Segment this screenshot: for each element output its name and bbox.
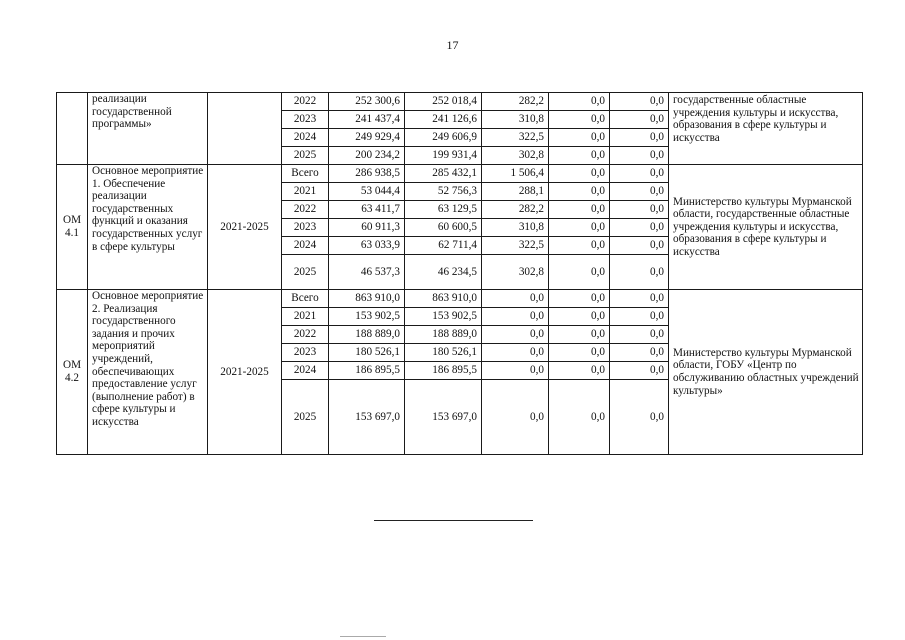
total-cell: 200 234,2 (329, 147, 405, 165)
col5-cell: 0,0 (610, 201, 669, 219)
col3-cell: 0,0 (482, 344, 549, 362)
year-cell: Всего (282, 290, 329, 308)
fed-cell: 252 018,4 (405, 93, 482, 111)
fed-cell: 62 711,4 (405, 237, 482, 255)
responsible-executor: Министерство культуры Мурманской области, государственные областные учреждения культуры и искусства, образования в сфере культуры и искусства (669, 165, 863, 290)
responsible-executor: Министерство культуры Мурманской области, ГОБУ «Центр по обслуживанию областных учреждений культуры» (669, 290, 863, 455)
fed-cell: 180 526,1 (405, 344, 482, 362)
col3-cell: 310,8 (482, 111, 549, 129)
col3-cell: 322,5 (482, 237, 549, 255)
col5-cell: 0,0 (610, 237, 669, 255)
col3-cell: 1 506,4 (482, 165, 549, 183)
col5-cell: 0,0 (610, 129, 669, 147)
col3-cell: 310,8 (482, 219, 549, 237)
fed-cell: 63 129,5 (405, 201, 482, 219)
col5-cell: 0,0 (610, 344, 669, 362)
activity-name: Основное мероприятие 2. Реализация государственного задания и прочих мероприятий учреждений, обеспечивающих предоставление услуг (выполнение работ) в сфере культуры и искусства (88, 290, 208, 455)
page-number: 17 (446, 38, 459, 52)
col4-cell: 0,0 (549, 147, 610, 165)
total-cell: 186 895,5 (329, 362, 405, 380)
table-row (57, 93, 863, 111)
col5-cell: 0,0 (610, 165, 669, 183)
col4-cell: 0,0 (549, 380, 610, 455)
year-cell: 2024 (282, 362, 329, 380)
col4-cell: 0,0 (549, 255, 610, 290)
col4-cell: 0,0 (549, 237, 610, 255)
col5-cell: 0,0 (610, 111, 669, 129)
activity-period: 2021-2025 (208, 165, 282, 290)
col5-cell: 0,0 (610, 308, 669, 326)
year-cell: 2024 (282, 237, 329, 255)
col4-cell: 0,0 (549, 308, 610, 326)
year-cell: 2022 (282, 93, 329, 111)
activity-name: реализации государственной программы» (88, 93, 208, 165)
year-cell: 2023 (282, 111, 329, 129)
total-cell: 241 437,4 (329, 111, 405, 129)
year-cell: 2025 (282, 255, 329, 290)
total-cell: 60 911,3 (329, 219, 405, 237)
col3-cell: 302,8 (482, 255, 549, 290)
fed-cell: 188 889,0 (405, 326, 482, 344)
col5-cell: 0,0 (610, 380, 669, 455)
total-cell: 180 526,1 (329, 344, 405, 362)
fed-cell: 153 697,0 (405, 380, 482, 455)
fed-cell: 60 600,5 (405, 219, 482, 237)
col4-cell: 0,0 (549, 219, 610, 237)
fed-cell: 241 126,6 (405, 111, 482, 129)
year-cell: 2023 (282, 219, 329, 237)
col4-cell: 0,0 (549, 165, 610, 183)
col3-cell: 302,8 (482, 147, 549, 165)
col5-cell: 0,0 (610, 147, 669, 165)
fed-cell: 186 895,5 (405, 362, 482, 380)
year-cell: 2022 (282, 201, 329, 219)
col4-cell: 0,0 (549, 326, 610, 344)
activity-code: ОМ 4.2 (57, 290, 88, 455)
fed-cell: 249 606,9 (405, 129, 482, 147)
col4-cell: 0,0 (549, 111, 610, 129)
col4-cell: 0,0 (549, 93, 610, 111)
year-cell: 2023 (282, 344, 329, 362)
col3-cell: 0,0 (482, 380, 549, 455)
fed-cell: 46 234,5 (405, 255, 482, 290)
year-cell: Всего (282, 165, 329, 183)
end-rule (374, 520, 533, 521)
fed-cell: 199 931,4 (405, 147, 482, 165)
year-cell: 2022 (282, 326, 329, 344)
activity-code (57, 93, 88, 165)
col5-cell: 0,0 (610, 93, 669, 111)
activity-name: Основное мероприятие 1. Обеспечение реализации государственных функций и оказания государственных услуг в сфере культуры (88, 165, 208, 290)
activity-period (208, 93, 282, 165)
fed-cell: 153 902,5 (405, 308, 482, 326)
col4-cell: 0,0 (549, 344, 610, 362)
table-row (57, 165, 863, 183)
col5-cell: 0,0 (610, 362, 669, 380)
fed-cell: 863 910,0 (405, 290, 482, 308)
col3-cell: 0,0 (482, 362, 549, 380)
col4-cell: 0,0 (549, 201, 610, 219)
col4-cell: 0,0 (549, 362, 610, 380)
total-cell: 249 929,4 (329, 129, 405, 147)
col5-cell: 0,0 (610, 183, 669, 201)
col3-cell: 0,0 (482, 290, 549, 308)
scan-mark (340, 636, 386, 637)
col3-cell: 282,2 (482, 201, 549, 219)
col3-cell: 0,0 (482, 308, 549, 326)
total-cell: 153 902,5 (329, 308, 405, 326)
year-cell: 2021 (282, 183, 329, 201)
col3-cell: 0,0 (482, 326, 549, 344)
total-cell: 63 033,9 (329, 237, 405, 255)
total-cell: 63 411,7 (329, 201, 405, 219)
fed-cell: 52 756,3 (405, 183, 482, 201)
year-cell: 2024 (282, 129, 329, 147)
year-cell: 2021 (282, 308, 329, 326)
col5-cell: 0,0 (610, 255, 669, 290)
year-cell: 2025 (282, 380, 329, 455)
table-row (57, 290, 863, 308)
responsible-executor: государственные областные учреждения культуры и искусства, образования в сфере культуры и искусства (669, 93, 863, 165)
activity-code: ОМ 4.1 (57, 165, 88, 290)
total-cell: 153 697,0 (329, 380, 405, 455)
year-cell: 2025 (282, 147, 329, 165)
total-cell: 863 910,0 (329, 290, 405, 308)
activity-period: 2021-2025 (208, 290, 282, 455)
total-cell: 53 044,4 (329, 183, 405, 201)
col4-cell: 0,0 (549, 290, 610, 308)
fed-cell: 285 432,1 (405, 165, 482, 183)
col4-cell: 0,0 (549, 129, 610, 147)
col3-cell: 322,5 (482, 129, 549, 147)
col3-cell: 288,1 (482, 183, 549, 201)
col5-cell: 0,0 (610, 326, 669, 344)
col5-cell: 0,0 (610, 219, 669, 237)
program-activities-table (56, 92, 863, 455)
col4-cell: 0,0 (549, 183, 610, 201)
total-cell: 286 938,5 (329, 165, 405, 183)
total-cell: 46 537,3 (329, 255, 405, 290)
col5-cell: 0,0 (610, 290, 669, 308)
total-cell: 252 300,6 (329, 93, 405, 111)
col3-cell: 282,2 (482, 93, 549, 111)
total-cell: 188 889,0 (329, 326, 405, 344)
